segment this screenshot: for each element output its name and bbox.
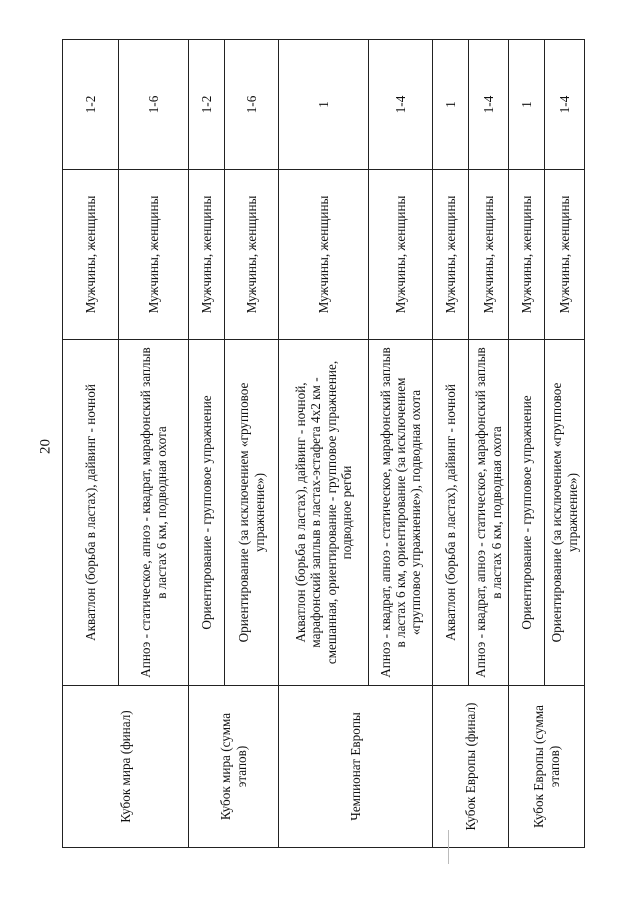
results-table <box>62 39 585 848</box>
competition-cell: Чемпионат Европы <box>279 686 433 848</box>
places-cell: 1 <box>509 40 545 170</box>
participants-cell: Мужчины, женщины <box>545 170 585 340</box>
places-cell: 1-4 <box>469 40 509 170</box>
competition-cell: Кубок Европы (финал) <box>433 686 509 848</box>
competition-cell: Кубок мира (сумма этапов) <box>189 686 279 848</box>
discipline-cell: Ориентирование - групповое упражнение <box>189 340 225 686</box>
discipline-cell: Ориентирование - групповое упражнение <box>509 340 545 686</box>
results-table-container <box>62 40 580 848</box>
discipline-cell: Акватлон (борьба в ластах), дайвинг - ночной <box>433 340 469 686</box>
places-cell: 1-6 <box>225 40 279 170</box>
places-cell: 1-2 <box>63 40 119 170</box>
participants-cell: Мужчины, женщины <box>189 170 225 340</box>
discipline-cell: Апноэ - статическое, апноэ - квадрат, марафонский заплыв в ластах 6 км, подводная охота <box>119 340 189 686</box>
participants-cell: Мужчины, женщины <box>369 170 433 340</box>
competition-cell: Кубок Европы (сумма этапов) <box>509 686 585 848</box>
places-cell: 1 <box>433 40 469 170</box>
discipline-cell: Акватлон (борьба в ластах), дайвинг - ночной, марафонский заплыв в ластах-эстафета 4х2 км - смешанная, ориентирование - групповое упражнение, подводное регби <box>279 340 369 686</box>
page-number: 20 <box>37 439 54 454</box>
discipline-cell: Апноэ - квадрат, апноэ - статическое, марафонский заплыв в ластах 6 км, ориентирование (за исключением «групповое упражнение»), подводная охота <box>369 340 433 686</box>
participants-cell: Мужчины, женщины <box>433 170 469 340</box>
places-cell: 1-2 <box>189 40 225 170</box>
discipline-cell: Апноэ - квадрат, апноэ - статическое, марафонский заплыв в ластах 6 км, подводная охота <box>469 340 509 686</box>
participants-cell: Мужчины, женщины <box>119 170 189 340</box>
table-row <box>279 40 369 848</box>
participants-cell: Мужчины, женщины <box>225 170 279 340</box>
places-cell: 1-4 <box>545 40 585 170</box>
table-row <box>509 40 545 848</box>
competition-cell: Кубок мира (финал) <box>63 686 189 848</box>
discipline-cell: Ориентирование (за исключением «групповое упражнение») <box>225 340 279 686</box>
participants-cell: Мужчины, женщины <box>63 170 119 340</box>
participants-cell: Мужчины, женщины <box>509 170 545 340</box>
table-row <box>189 40 225 848</box>
places-cell: 1-6 <box>119 40 189 170</box>
table-row <box>433 40 469 848</box>
participants-cell: Мужчины, женщины <box>279 170 369 340</box>
scan-artifact-line <box>448 830 449 864</box>
places-cell: 1 <box>279 40 369 170</box>
participants-cell: Мужчины, женщины <box>469 170 509 340</box>
places-cell: 1-4 <box>369 40 433 170</box>
discipline-cell: Ориентирование (за исключением «групповое упражнение») <box>545 340 585 686</box>
table-row <box>63 40 119 848</box>
discipline-cell: Акватлон (борьба в ластах), дайвинг - ночной <box>63 340 119 686</box>
